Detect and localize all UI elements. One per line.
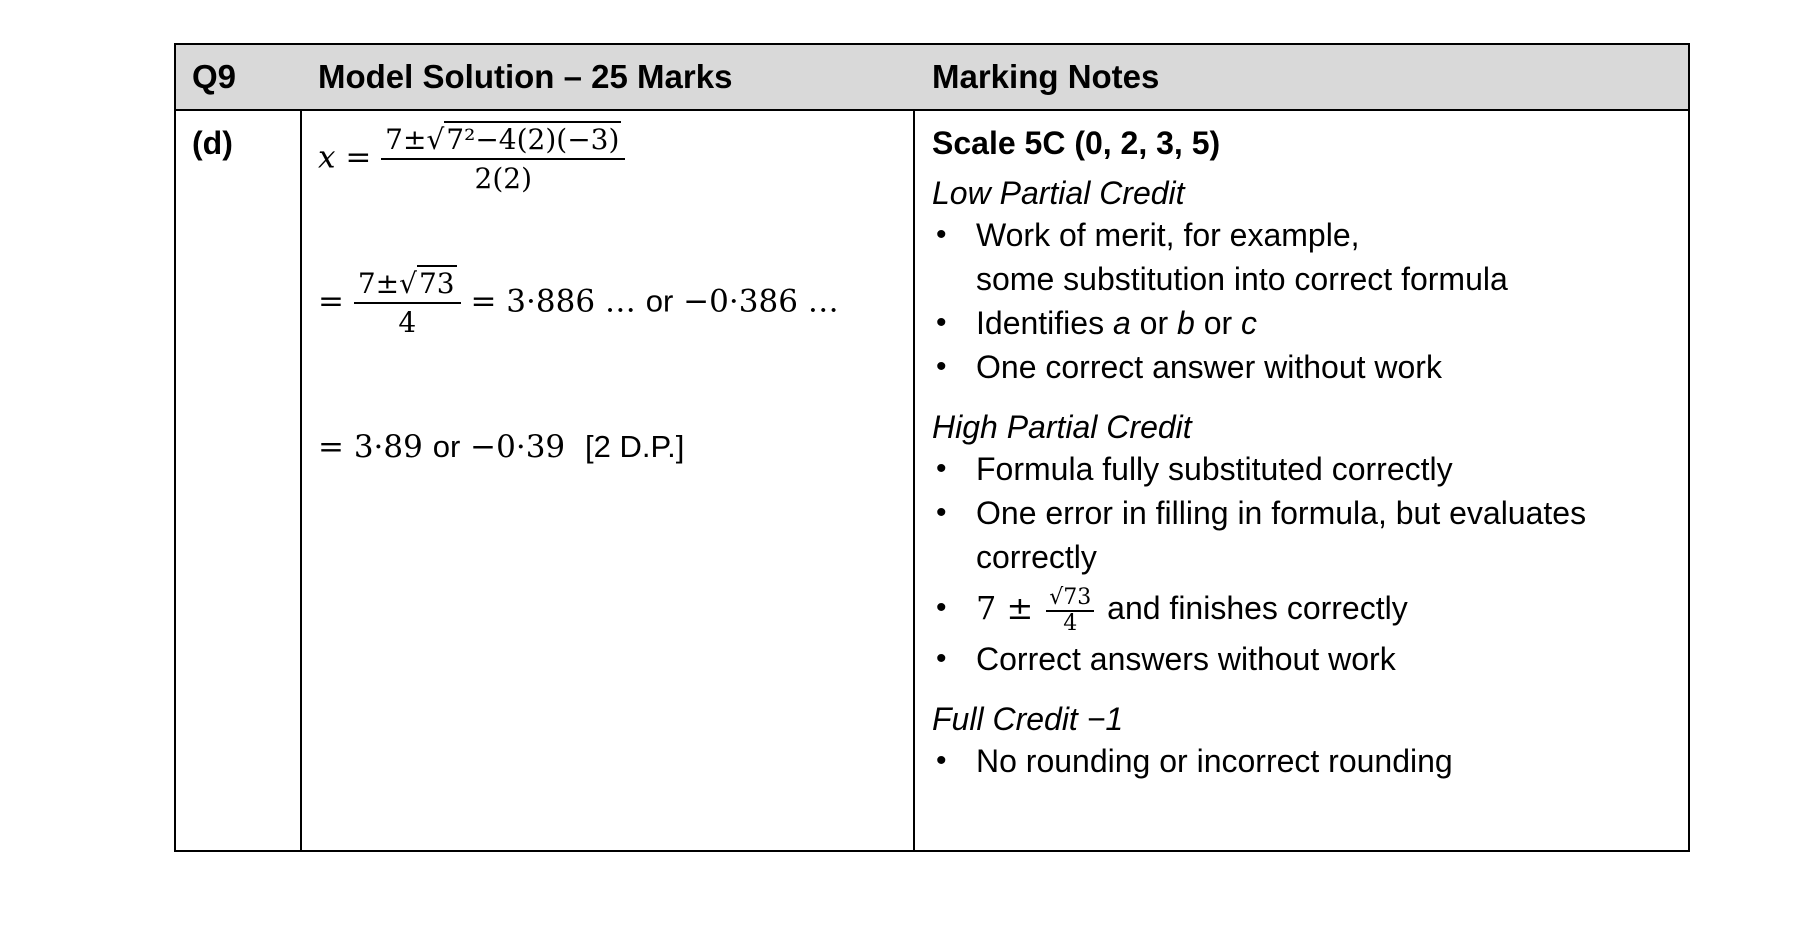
denominator: 2(2) (474, 162, 533, 195)
part-label: (d) (192, 125, 233, 161)
simplified-fraction: $\frac{7\pm√73}{4}$ (354, 267, 461, 339)
or-word-2: or (432, 429, 461, 464)
rounded-a: = 3·89 (318, 429, 423, 465)
table-header-row (176, 45, 1688, 111)
decimal-places-note: [2 D.P.] (585, 429, 685, 464)
bullet: • (936, 452, 947, 485)
bullet: • (936, 218, 947, 251)
fraction-numerator: √73 (1046, 586, 1094, 612)
solution-line-2 (302, 267, 839, 339)
solution-line-1 (302, 123, 625, 195)
fraction-denominator: 4 (1063, 610, 1078, 636)
denominator-2: 4 (398, 306, 417, 339)
full-credit-list (932, 739, 1672, 783)
header-question: Q9 (192, 58, 237, 95)
header-model-solution: Model Solution – 25 Marks (318, 58, 733, 95)
list-item (932, 301, 1672, 345)
list-item-text: One correct answer without work (976, 349, 1442, 385)
numerator-prefix-2: 7± (357, 267, 400, 300)
low-partial-credit-list (932, 213, 1672, 389)
bullet: • (936, 744, 947, 777)
list-item (932, 579, 1672, 637)
numerator-prefix: 7± (385, 123, 427, 156)
header-marking-notes: Marking Notes (932, 58, 1160, 95)
bullet: • (936, 591, 947, 624)
variable-b: b (1177, 305, 1195, 341)
list-item (932, 739, 1672, 783)
or-word: or (1130, 305, 1177, 341)
fraction-prefix: 7 ± (976, 589, 1034, 627)
list-item-text: One error in filling in formula, but evaluates (976, 495, 1587, 531)
bullet: • (936, 350, 947, 383)
low-partial-credit-title: Low Partial Credit (932, 175, 1185, 211)
list-item-text: Formula fully substituted correctly (976, 451, 1453, 487)
high-partial-credit-list (932, 447, 1672, 681)
or-word: or (645, 283, 674, 319)
full-credit-title: Full Credit −1 (932, 701, 1124, 737)
list-item-text: Correct answers without work (976, 641, 1396, 677)
high-partial-credit-title: High Partial Credit (932, 409, 1192, 445)
root-over-four-fraction (1046, 586, 1094, 636)
marking-notes (932, 121, 1672, 783)
list-item-text: some substitution into correct formula (976, 261, 1508, 297)
or-word: or (1194, 305, 1242, 341)
bullet: • (936, 642, 947, 675)
list-item (932, 345, 1672, 389)
result-b: −0·386 … (683, 283, 839, 320)
variable-c: c (1241, 305, 1258, 341)
solution-line-3 (302, 429, 684, 465)
bullet: • (936, 496, 947, 529)
list-item-text: and finishes correctly (1107, 590, 1408, 626)
list-item (932, 447, 1672, 491)
list-item-text: No rounding or incorrect rounding (976, 743, 1453, 779)
quadratic-formula-fraction: $\frac{\text{7±√7²−4(2)(−3)}}{2(2)}$ (381, 123, 625, 195)
list-item-text: correctly (976, 539, 1097, 575)
variable-a: a (1112, 305, 1131, 341)
bullet: • (936, 306, 947, 339)
column-question (176, 45, 302, 850)
discriminant-value: 73 (418, 267, 455, 300)
list-item (932, 491, 1672, 579)
list-item (932, 213, 1672, 301)
solution-lhs: x = (318, 139, 372, 176)
rounded-b: −0·39 (470, 429, 566, 465)
equals-sign: = (318, 283, 344, 320)
list-item-text: Work of merit, for example, (976, 217, 1360, 253)
marking-scheme-table (174, 43, 1690, 852)
list-item (932, 637, 1672, 681)
scale-label: Scale 5C (0, 2, 3, 5) (932, 125, 1221, 161)
result-a: = 3·886 … (470, 283, 636, 320)
discriminant: 7²−4(2)(−3) (446, 123, 620, 156)
list-item-text: Identifies (976, 305, 1113, 341)
